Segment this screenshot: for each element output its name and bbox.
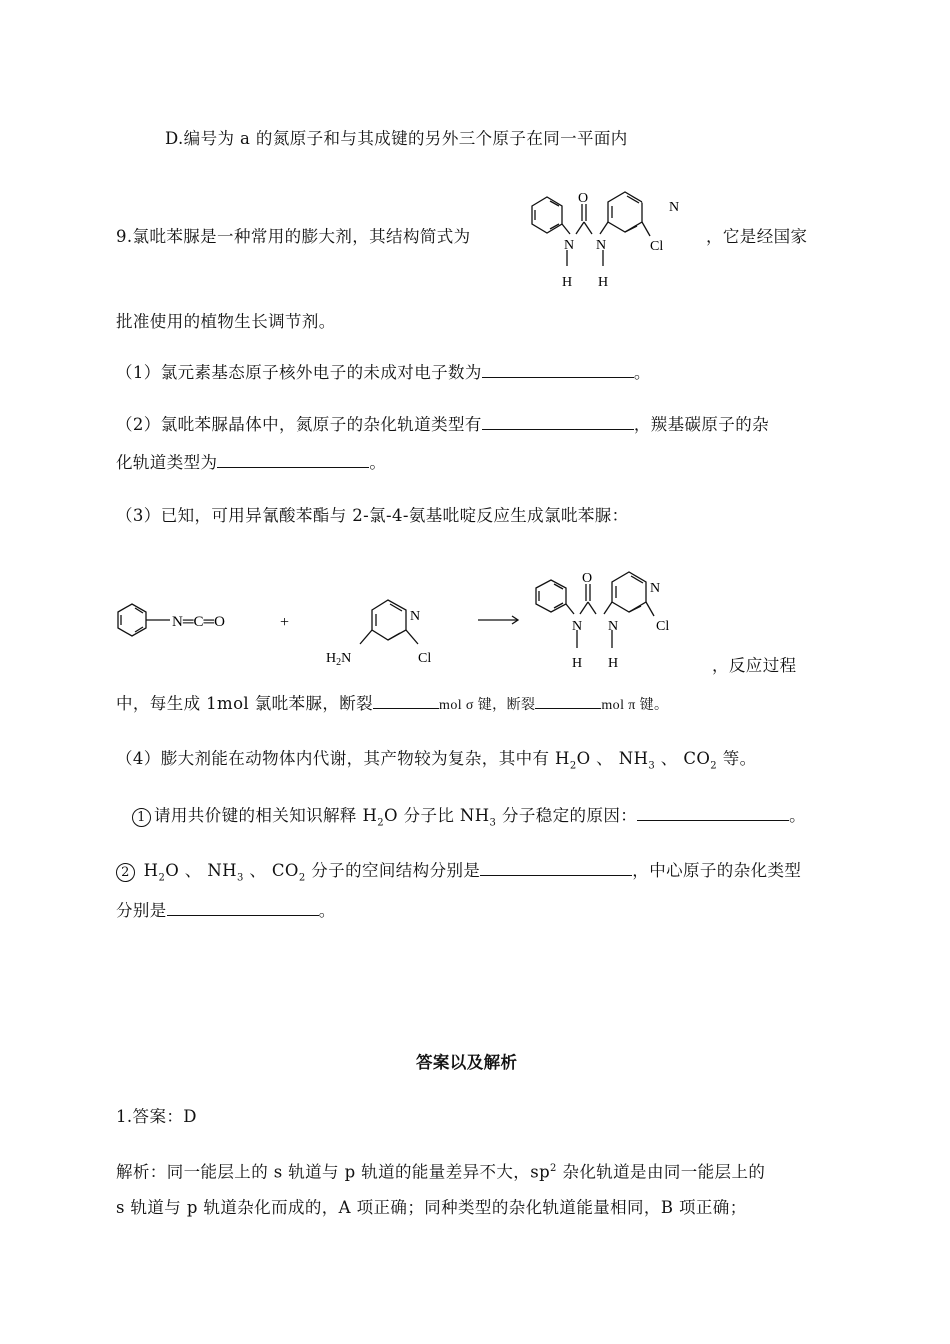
subscript: 2 xyxy=(377,817,384,829)
answer-blank[interactable] xyxy=(167,901,319,916)
q9-part-2-text: （2）氯吡苯脲晶体中，氮原子的杂化轨道类型有 xyxy=(116,415,482,434)
subscript: 3 xyxy=(648,760,656,772)
q9-part-4-text-c: 、 CO xyxy=(655,749,711,768)
amino-group: $H_2N$ xyxy=(326,651,352,668)
q9-part-3: （3）已知，可用异氰酸苯酯与 2-氯-4-氨基吡啶反应生成氯吡苯脲： xyxy=(116,506,629,525)
explanation-text: 解析：同一能层上的 s 轨道与 p 轨道的能量差异不大，sp xyxy=(116,1162,551,1182)
circled-number: 2 xyxy=(116,863,135,882)
answer-blank[interactable] xyxy=(535,694,601,709)
q9-part-1-text: （1）氯元素基态原子核外电子的未成对电子数为 xyxy=(116,363,482,382)
answer-blank[interactable] xyxy=(373,694,439,709)
q9-part-2-text-b: ，羰基碳原子的杂 xyxy=(633,415,770,434)
subscript: 3 xyxy=(489,817,497,829)
atom-O: O xyxy=(582,571,593,586)
q9-part-4-text-b: O 、 NH xyxy=(576,749,649,768)
subscript: 2 xyxy=(298,872,306,884)
q9-part-3-cont xyxy=(116,693,668,717)
atom-N: N xyxy=(669,200,680,215)
q9-part-4-2-text-b: O 、 NH xyxy=(165,861,237,880)
subscript: 2 xyxy=(569,760,577,772)
q9-part-4-2-text: H xyxy=(138,861,159,880)
reaction-scheme xyxy=(112,568,732,678)
atom-N: N xyxy=(650,581,661,596)
q9-part-4-2-text-e: ，中心原子的杂化类型 xyxy=(632,861,802,880)
q9-part-4-2-cont xyxy=(116,900,336,922)
punct: 。 xyxy=(318,901,336,920)
q9-part-4-2 xyxy=(116,860,801,889)
atom-Cl: Cl xyxy=(650,239,664,254)
q9-part-3-text-2: mol σ 键，断裂 xyxy=(439,698,536,713)
q9-part-4-text: （4）膨大剂能在动物体内代谢，其产物较为复杂，其中有 H xyxy=(116,749,570,768)
atom-N: N xyxy=(596,238,607,253)
atom-N: N xyxy=(410,609,421,624)
q9-intro xyxy=(116,226,471,248)
q9-part-4-1-text-c: 分子稳定的原因： xyxy=(496,806,638,825)
atom-Cl: Cl xyxy=(656,619,670,634)
subscript: 2 xyxy=(158,872,166,884)
q9-part-1 xyxy=(116,362,651,384)
q9-part-4-1-text: 请用共价键的相关知识解释 H xyxy=(154,806,378,825)
subscript: 3 xyxy=(236,872,244,884)
q9-part-4-1-text-b: O 分子比 NH xyxy=(384,806,490,825)
atom-Cl: Cl xyxy=(418,651,432,666)
q9-part-3-tail: ，反应过程 xyxy=(712,656,797,675)
atom-H: H xyxy=(572,656,583,671)
q9-part-2-text-c: 化轨道类型为 xyxy=(116,453,218,472)
q9-part-2-cont xyxy=(116,452,386,474)
atom-O: O xyxy=(578,191,589,206)
answer-blank[interactable] xyxy=(480,861,632,876)
q9-part-4-1 xyxy=(132,805,806,834)
plus-sign: + xyxy=(280,614,290,631)
subscript: 2 xyxy=(710,760,718,772)
q9-part-4 xyxy=(116,748,757,777)
atom-H: H xyxy=(598,275,609,290)
punct: 。 xyxy=(369,453,387,472)
atom-H: H xyxy=(562,275,573,290)
q9-part-4-text-d: 等。 xyxy=(717,749,757,768)
punct: 。 xyxy=(789,806,807,825)
atom-N: N xyxy=(608,619,619,634)
q9-part-2 xyxy=(116,414,769,436)
answer-1: 1.答案：D xyxy=(116,1107,197,1126)
explanation-line-2: s 轨道与 p 轨道杂化而成的，A 项正确；同种类型的杂化轨道能量相同，B 项正确； xyxy=(116,1198,747,1217)
phenyl-ring xyxy=(532,197,562,233)
explanation-text-b: 杂化轨道是由同一能层上的 xyxy=(556,1162,766,1182)
q9-intro-text: 9.氯吡苯脲是一种常用的膨大剂，其结构简式为 xyxy=(116,227,471,246)
answer-blank[interactable] xyxy=(637,806,789,821)
q9-part-3-text-1: 中，每生成 1mol 氯吡苯脲，断裂 xyxy=(116,694,374,713)
answer-blank[interactable] xyxy=(482,363,634,378)
atom-N: N xyxy=(572,619,583,634)
answer-blank[interactable] xyxy=(217,453,369,468)
atom-N: N xyxy=(564,238,575,253)
q9-part-4-2-text-f: 分别是 xyxy=(116,901,167,920)
q9-intro-tail-2: 批准使用的植物生长调节剂。 xyxy=(116,312,336,331)
answer-blank[interactable] xyxy=(482,415,634,430)
q9-part-3-text-3: mol π 键。 xyxy=(601,698,669,713)
structure-chlorpyrphenurea-1 xyxy=(512,188,712,292)
isocyanate-group: N═C═O xyxy=(172,614,225,630)
circled-number: 1 xyxy=(132,808,151,827)
explanation-line-1 xyxy=(116,1158,765,1184)
answers-heading: 答案以及解析 xyxy=(416,1053,518,1072)
superscript: 2 xyxy=(550,1163,557,1174)
atom-H: H xyxy=(608,656,619,671)
q9-part-4-2-text-c: 、 CO xyxy=(243,861,299,880)
q9-intro-tail: ，它是经国家 xyxy=(706,227,808,246)
q9-part-4-2-text-d: 分子的空间结构分别是 xyxy=(305,861,481,880)
q8-option-d: D.编号为 a 的氮原子和与其成键的另外三个原子在同一平面内 xyxy=(165,129,628,148)
punct: 。 xyxy=(633,363,651,382)
